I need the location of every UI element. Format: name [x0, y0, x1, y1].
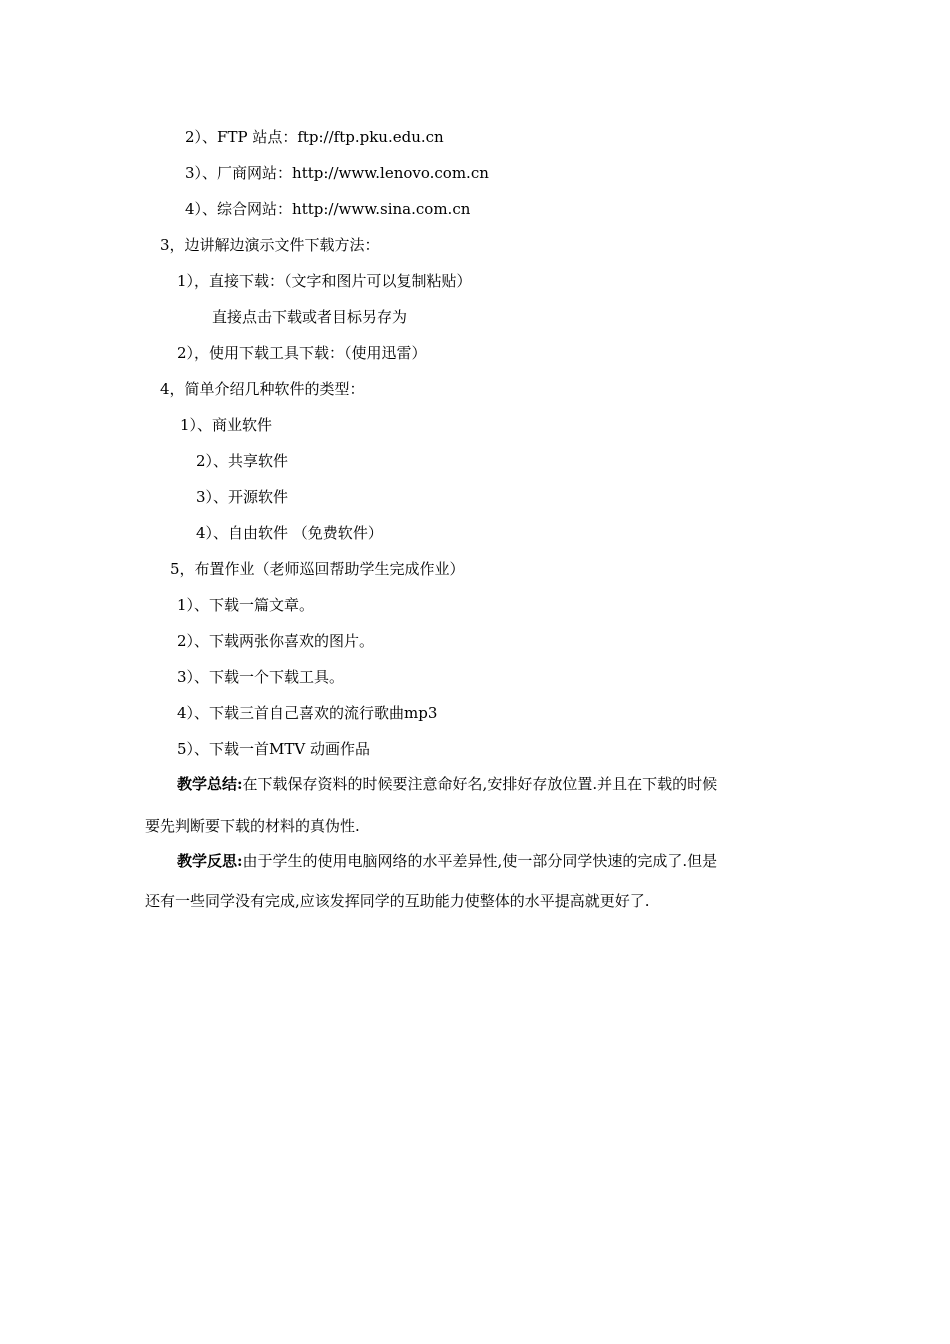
teaching-reflection-text-1: 由于学生的使用电脑网络的水平差异性,使一部分同学快速的完成了.但是 [242, 852, 718, 870]
teaching-reflection-text-2: 还有一些同学没有完成,应该发挥同学的互助能力使整体的水平提高就更好了. [145, 892, 650, 910]
homework-item-3: 3）、下载一个下载工具。 [177, 668, 345, 686]
homework-item-5: 5）、下载一首MTV 动画作品 [177, 740, 371, 758]
software-type-opensource: 3）、开源软件 [196, 488, 289, 506]
ftp-site-line: 2）、FTP 站点：ftp://ftp.pku.edu.cn [185, 128, 444, 146]
teaching-reflection-line-1 [177, 851, 717, 871]
software-type-commercial: 1）、商业软件 [180, 416, 273, 434]
teaching-summary-text-2: 要先判断要下载的材料的真伪性. [145, 817, 360, 835]
software-type-free: 4）、自由软件 （免费软件） [196, 524, 383, 542]
teaching-summary-line-1 [177, 774, 717, 794]
direct-download-line: 1），直接下载：（文字和图片可以复制粘贴） [177, 272, 472, 290]
direct-download-detail: 直接点击下载或者目标另存为 [212, 308, 408, 326]
tool-download-line: 2），使用下载工具下载：（使用迅雷） [177, 344, 427, 362]
teaching-reflection [145, 851, 810, 921]
portal-site-line: 4）、综合网站：http://www.sina.com.cn [185, 200, 471, 218]
teaching-summary-text-1: 在下载保存资料的时候要注意命好名,安排好存放位置.并且在下载的时候 [242, 775, 718, 793]
homework-item-4: 4）、下载三首自己喜欢的流行歌曲mp3 [177, 704, 438, 722]
homework-item-2: 2）、下载两张你喜欢的图片。 [177, 632, 375, 650]
software-type-shareware: 2）、共享软件 [196, 452, 289, 470]
homework-item-1: 1）、下载一篇文章。 [177, 596, 315, 614]
teaching-summary [145, 774, 810, 844]
section-3-heading: 3，边讲解边演示文件下载方法： [160, 236, 380, 254]
teaching-reflection-label: 教学反思: [177, 852, 243, 870]
section-5-heading: 5，布置作业（老师巡回帮助学生完成作业） [170, 560, 465, 578]
vendor-site-line: 3）、厂商网站：http://www.lenovo.com.cn [185, 164, 489, 182]
teaching-summary-label: 教学总结: [177, 775, 243, 793]
section-4-heading: 4，简单介绍几种软件的类型： [160, 380, 365, 398]
